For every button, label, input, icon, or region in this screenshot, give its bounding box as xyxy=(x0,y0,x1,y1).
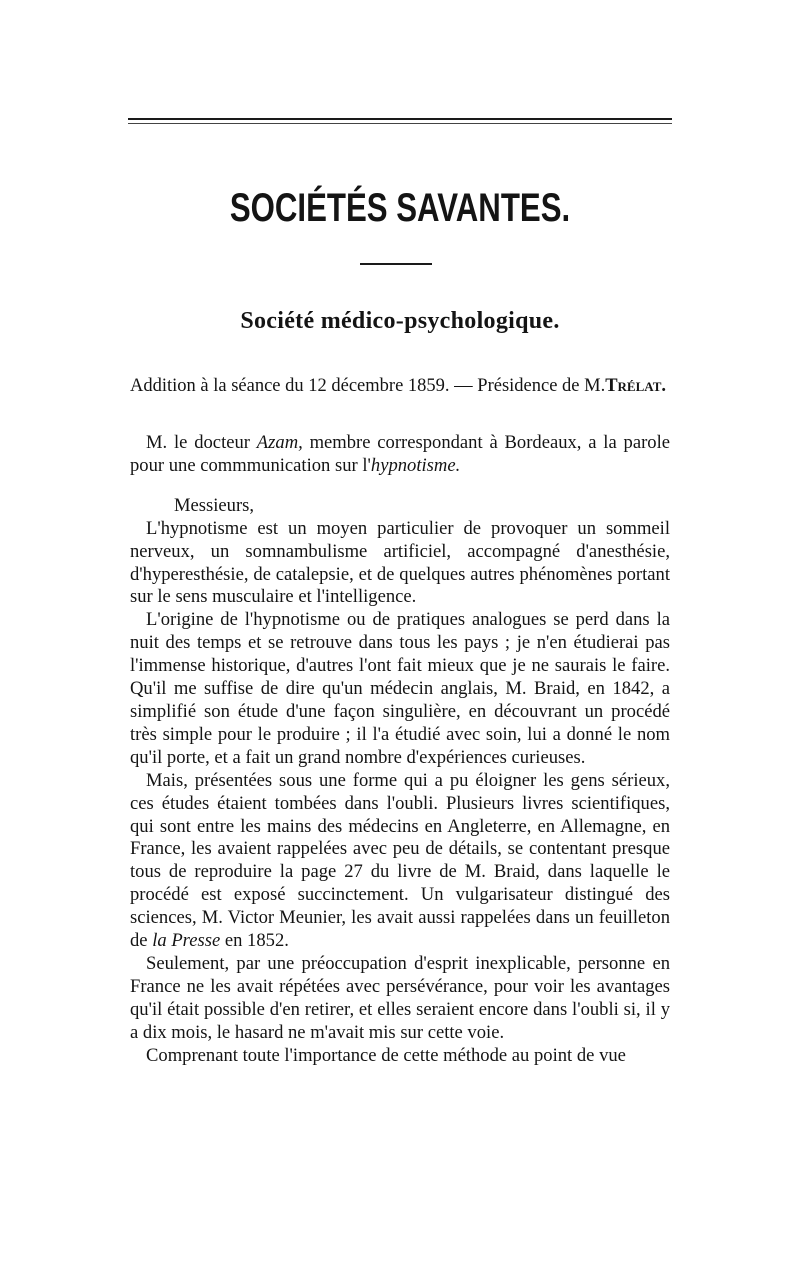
president-name: Trélat. xyxy=(605,376,666,396)
intro-paragraph xyxy=(130,432,670,478)
paragraph-2: L'origine de l'hypnotisme ou de pratiques analogues se perd dans la nuit des temps et se retrouve dans tous les pays ; je n'en étudierai pas l'immense historique, d'autres l'ont fait mieux que je ne saurais le faire. Qu'il me suffise de dire qu'un médecin anglais, M. Braid, en 1842, a simplifié son étude d'une façon singulière, en découvrant un procédé très simple pour le produire ; il l'a étudié avec soin, lui a donné le nom qu'il porte, et a fait un grand nombre d'expériences curieuses. xyxy=(130,609,670,768)
paragraph-1: L'hypnotisme est un moyen particulier de provoquer un sommeil nerveux, un somnambulisme artificiel, accompagné d'anesthésie, d'hyperesthésie, de catalepsie, et de quelques autres phénomènes portant sur le sens musculaire et l'intelligence. xyxy=(130,517,670,608)
paragraph-5: Comprenant toute l'importance de cette méthode au point de vue xyxy=(146,1044,626,1066)
author-name: Azam, xyxy=(256,432,303,453)
journal-name: la Presse xyxy=(152,930,221,952)
paragraph-4: Seulement, par une préoccupation d'esprit inexplicable, personne en France ne les avait répétées avec persévérance, pour voir les avantages qu'il était possible d'en retirer, et elles seraient encore dans l'oubli si, il y a dix mois, le hasard ne m'avait mis sur cette voie. xyxy=(130,952,670,1043)
top-double-rule xyxy=(128,118,672,120)
section-title: SOCIÉTÉS SAVANTES. xyxy=(229,186,571,230)
session-line xyxy=(130,376,670,397)
intro-before: M. le docteur xyxy=(146,432,257,453)
paragraph-3 xyxy=(130,770,670,953)
session-text: Addition à la séance du 12 décembre 1859. — Présidence de M. xyxy=(130,376,606,396)
salutation: Messieurs, xyxy=(174,494,255,516)
paragraph-3-end: en 1852. xyxy=(220,930,289,952)
paragraph-3-text: Mais, présentées sous une forme qui a pu éloigner les gens sérieux, ces études étaient tombées dans l'oubli. Plusieurs livres scientifiques, qui sont entre les mains des médecins en Angleterre, en Allemagne, en France, les avaient rappelées avec peu de détails, se contentant presque tous de reproduire la page 27 du livre de M. Braid, dans laquelle le procédé est exposé succinctement. Un vulgarisateur distingué des sciences, M. Victor Meunier, les avait aussi rappelées dans un feuilleton de xyxy=(130,769,670,952)
title-divider xyxy=(360,263,432,265)
topic-name: hypnotisme. xyxy=(370,454,461,476)
intro-middle: membre correspondant à Bordeaux, a la parole pour une commmunication sur l' xyxy=(130,432,670,476)
article-body xyxy=(130,432,670,1067)
society-name: Société médico-psychologique. xyxy=(240,308,560,334)
